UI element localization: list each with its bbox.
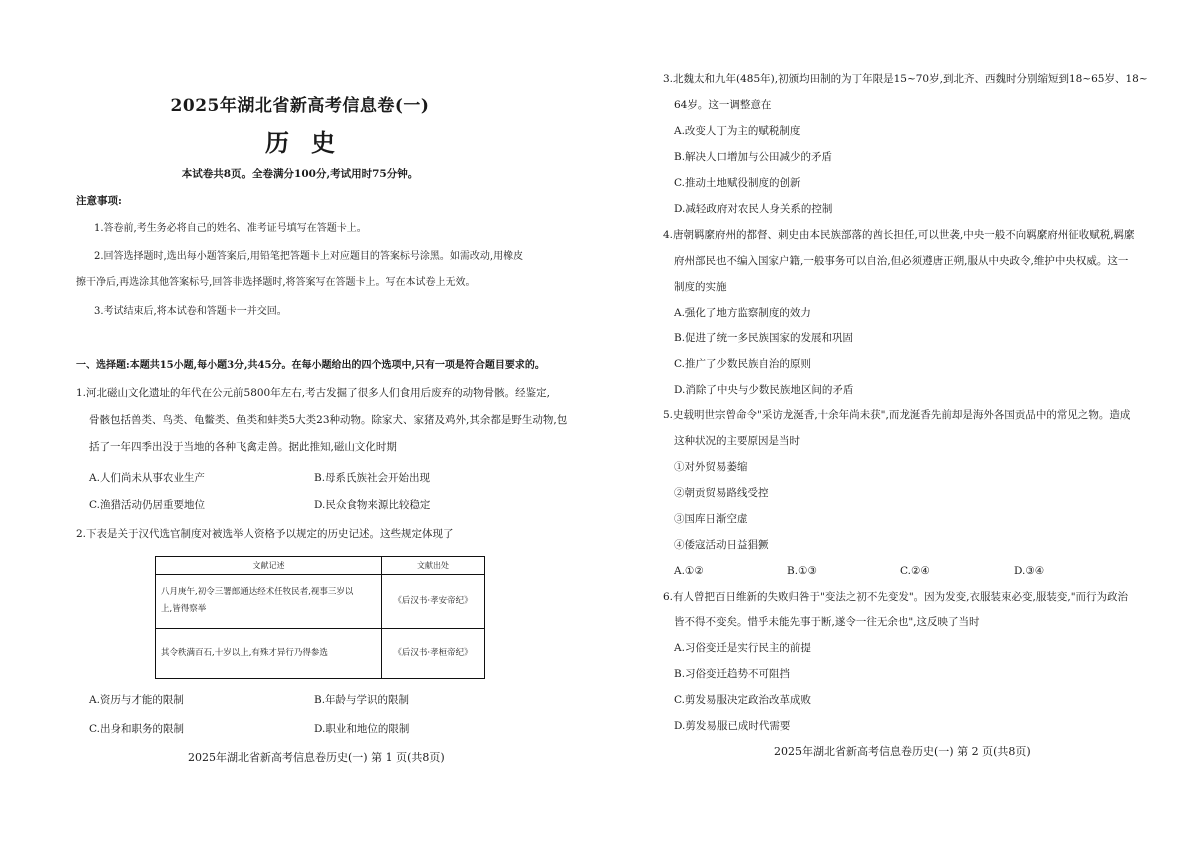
question-3-option-c: C.推动土地赋役制度的创新	[674, 177, 801, 189]
question-2-option-d: D.职业和地位的限制	[314, 723, 410, 735]
question-3-option-d: D.减轻政府对农民人身关系的控制	[674, 203, 833, 215]
notice-line: 擦干净后,再选涂其他答案标号,回答非选择题时,将答案写在答题卡上。写在本试卷上无效。	[76, 277, 476, 288]
question-1-option-c: C.渔猎活动仍居重要地位	[89, 499, 205, 511]
table-row	[156, 628, 485, 678]
notice-line: 3.考试结束后,将本试卷和答题卡一并交回。	[94, 306, 287, 317]
question-5-text: 5.史载明世宗曾命令"采访龙涎香,十余年尚未获",而龙涎香先前却是海外各国贡品中的常见之物。造成	[663, 409, 1131, 421]
exam-info: 本试卷共8页。全卷满分100分,考试用时75分钟。	[181, 168, 419, 180]
page-footer: 2025年湖北省新高考信息卷历史(一) 第 1 页(共8页)	[188, 751, 445, 764]
table-header-cell: 文献出处	[382, 557, 485, 575]
question-5-option-d: D.③④	[1014, 565, 1045, 577]
question-4-option-d: D.消除了中央与少数民族地区间的矛盾	[674, 384, 854, 396]
page-2	[600, 0, 1200, 849]
table-cell: 《后汉书·孝安帝纪》	[382, 575, 485, 628]
question-5-text: 这种状况的主要原因是当时	[674, 435, 800, 447]
subject-title: 历史	[265, 128, 357, 157]
page-footer: 2025年湖北省新高考信息卷历史(一) 第 2 页(共8页)	[774, 745, 1031, 758]
table-cell	[156, 575, 382, 628]
question-3-text: 3.北魏太和九年(485年),初颁均田制的为丁年限是15~70岁,到北齐、西魏时分别缩短到18~65岁、18~	[663, 73, 1148, 85]
question-6-text: 皆不得不变矣。惜乎未能先事于断,遂令一往无余也",这反映了当时	[674, 616, 980, 628]
exam-title: 2025年湖北省新高考信息卷(一)	[170, 96, 430, 116]
record-text: 上,皆得察举	[161, 604, 207, 615]
question-5-item: ①对外贸易萎缩	[674, 461, 748, 473]
question-5-option-c: C.②④	[900, 565, 930, 577]
question-4-text: 4.唐朝羁縻府州的都督、刺史由本民族部落的酋长担任,可以世袭,中央一般不向羁縻府州征收赋税,羁縻	[663, 229, 1135, 241]
table-header-cell: 文献记述	[156, 557, 382, 575]
question-1-text: 1.河北磁山文化遗址的年代在公元前5800年左右,考古发掘了很多人们食用后废弃的动物骨骸。经鉴定,	[76, 387, 550, 399]
question-6-option-c: C.剪发易服决定政治改革成败	[674, 694, 811, 706]
question-5-option-a: A.①②	[674, 565, 704, 577]
question-5-item: ②朝贡贸易路线受控	[674, 487, 769, 499]
question-2-option-a: A.资历与才能的限制	[89, 694, 184, 706]
question-6-option-a: A.习俗变迁是实行民主的前提	[674, 642, 811, 654]
question-1-option-a: A.人们尚未从事农业生产	[89, 472, 205, 484]
question-1-text: 骨骸包括兽类、鸟类、龟鳖类、鱼类和蚌类5大类23种动物。除家犬、家猪及鸡外,其余都是野生动物,包	[89, 414, 568, 426]
record-text: 八月庚午,初令三署郎通达经术任牧民者,视事三岁以	[161, 587, 354, 598]
question-2-option-c: C.出身和职务的限制	[89, 723, 184, 735]
question-3-option-b: B.解决人口增加与公田减少的矛盾	[674, 151, 833, 163]
question-2-text: 2.下表是关于汉代选官制度对被选举人资格予以规定的历史记述。这些规定体现了	[76, 528, 454, 540]
question-4-option-b: B.促进了统一多民族国家的发展和巩固	[674, 332, 854, 344]
question-6-option-b: B.习俗变迁趋势不可阻挡	[674, 668, 791, 680]
section-heading: 一、选择题:本题共15小题,每小题3分,共45分。在每小题给出的四个选项中,只有一项是符合题目要求的。	[76, 360, 545, 371]
question-1-text: 括了一年四季出没于当地的各种飞禽走兽。据此推知,磁山文化时期	[89, 441, 397, 453]
question-2-option-b: B.年龄与学识的限制	[314, 694, 410, 706]
question-6-text: 6.有人曾把百日维新的失败归咎于"变法之初不先变发"。因为发变,衣服装束必变,服装变,"而行为政治	[663, 591, 1129, 603]
table-header-row	[156, 557, 485, 575]
question-4-text: 府州部民也不编入国家户籍,一般事务可以自治,但必须遵唐正朔,服从中央政令,维护中央权威。这一	[674, 255, 1129, 267]
question-5-option-b: B.①③	[787, 565, 817, 577]
notice-line: 2.回答选择题时,选出每小题答案后,用铅笔把答题卡上对应题目的答案标号涂黑。如需改动,用橡皮	[94, 251, 524, 262]
question-3-option-a: A.改变人丁为主的赋税制度	[674, 125, 801, 137]
notice-line: 1.答卷前,考生务必将自己的姓名、准考证号填写在答题卡上。	[94, 223, 367, 234]
question-3-text: 64岁。这一调整意在	[674, 99, 772, 111]
table-row	[156, 575, 485, 628]
question-5-item: ④倭寇活动日益猖獗	[674, 539, 769, 551]
table-cell: 其令秩满百石,十岁以上,有殊才异行乃得参选	[156, 628, 382, 678]
table-cell: 《后汉书·孝桓帝纪》	[382, 628, 485, 678]
question-4-option-c: C.推广了少数民族自治的原则	[674, 358, 811, 370]
notice-heading: 注意事项:	[76, 195, 122, 207]
question-4-option-a: A.强化了地方监察制度的效力	[674, 307, 811, 319]
question-4-text: 制度的实施	[674, 281, 727, 293]
question-1-option-b: B.母系氏族社会开始出现	[314, 472, 431, 484]
historical-records-table	[155, 556, 485, 679]
question-5-item: ③国库日渐空虚	[674, 513, 748, 525]
question-1-option-d: D.民众食物来源比较稳定	[314, 499, 431, 511]
question-6-option-d: D.剪发易服已成时代需要	[674, 720, 791, 732]
